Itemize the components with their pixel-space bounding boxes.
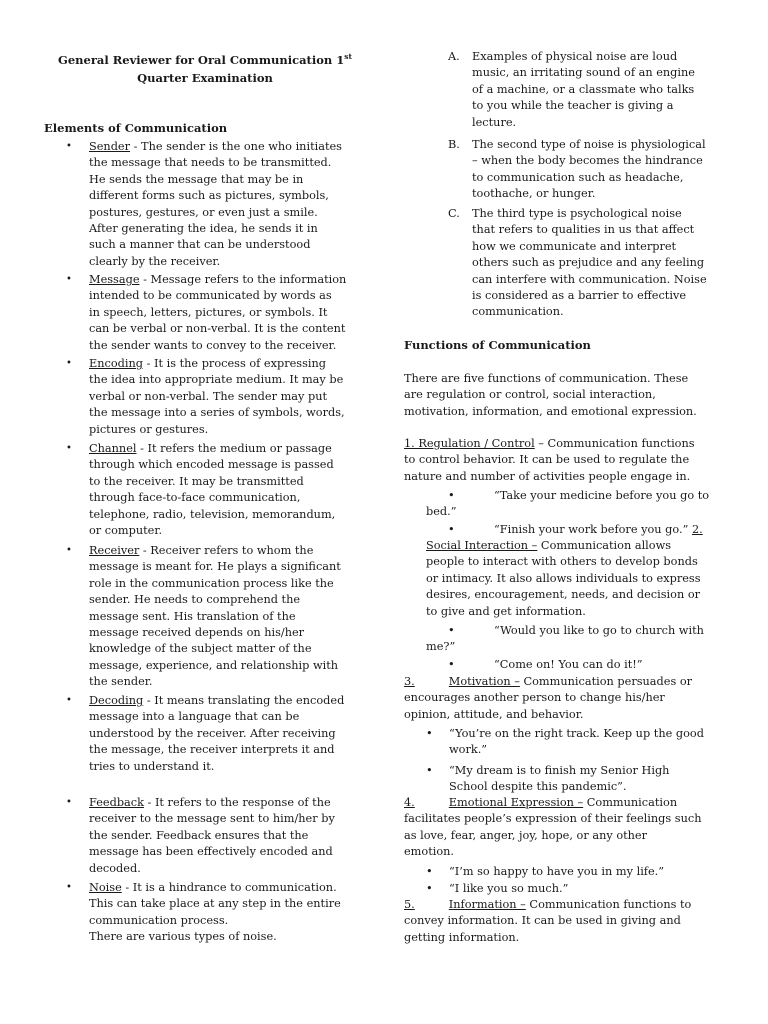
- noise-type-line: music, an irritating sound of an engine: [472, 66, 695, 80]
- element-line: [89, 457, 366, 473]
- element-text: the sender. Feedback ensures that the: [89, 828, 309, 842]
- bullet-icon: •: [426, 865, 433, 878]
- title-superscript: st: [344, 52, 352, 61]
- element-text: - It refers to the response of the: [143, 796, 331, 809]
- noise-type-line: to communication such as headache,: [472, 170, 684, 184]
- element-term: Encoding: [89, 357, 144, 370]
- noise-type-body: [472, 49, 738, 131]
- bullet-icon: •: [448, 624, 455, 637]
- element-line: [89, 288, 366, 304]
- element-line: [89, 188, 366, 204]
- element-item: [66, 543, 366, 691]
- element-term: Feedback: [89, 796, 144, 809]
- information-text: getting information.: [404, 930, 520, 944]
- element-line: [89, 254, 366, 270]
- element-line: [89, 795, 366, 811]
- element-body: [89, 543, 366, 691]
- element-line: [89, 913, 366, 929]
- noise-type-label: A.: [448, 50, 460, 63]
- element-line: [89, 321, 366, 337]
- element-text: - Receiver refers to whom the: [139, 544, 314, 557]
- element-item: [66, 795, 366, 877]
- element-text: message received depends on his/her: [89, 626, 305, 640]
- emotional-number: 4.: [404, 796, 415, 809]
- element-text: different forms such as pictures, symbols,: [89, 189, 329, 203]
- element-line: [89, 172, 366, 188]
- element-line: [89, 338, 366, 354]
- element-text: the idea into appropriate medium. It may be: [89, 373, 344, 387]
- social-text: or intimacy. It also allows individuals to express: [426, 571, 701, 585]
- functions-intro-line: motivation, information, and emotional expression.: [404, 404, 697, 418]
- element-text: to the receiver. It may be transmitted: [89, 474, 304, 488]
- bullet-icon: •: [448, 658, 455, 671]
- element-line: [89, 896, 366, 912]
- emotional-text: Communication: [583, 796, 678, 809]
- noise-type-line: communication.: [472, 305, 564, 319]
- element-text: sender. He needs to comprehend the: [89, 593, 301, 607]
- element-line: [89, 422, 366, 438]
- element-text: telephone, radio, television, memorandum,: [89, 507, 336, 521]
- motivation-number: 3.: [404, 675, 415, 688]
- noise-type-line: toothache, or hunger.: [472, 187, 596, 201]
- motivation-text: opinion, attitude, and behavior.: [404, 707, 584, 721]
- element-text: pictures or gestures.: [89, 422, 209, 436]
- bullet-icon: •: [448, 489, 455, 502]
- motivation-term: Motivation –: [448, 675, 520, 688]
- element-text: decoded.: [89, 861, 141, 875]
- regulation-example-2-row: [494, 522, 703, 538]
- social-text: Communication allows: [537, 539, 672, 552]
- social-example-2: “Come on! You can do it!”: [494, 658, 643, 671]
- functions-intro-line: There are five functions of communication. These: [404, 372, 689, 385]
- element-line: [89, 474, 366, 490]
- social-text: desires, encouragement, needs, and decision or: [426, 588, 701, 602]
- element-term: Channel: [89, 442, 137, 455]
- element-item: [66, 272, 366, 354]
- element-text: knowledge of the subject matter of the: [89, 642, 312, 656]
- element-text: through face-to-face communication,: [89, 491, 301, 505]
- element-line: [89, 389, 366, 405]
- functions-heading: Functions of Communication: [404, 338, 591, 352]
- elements-heading: Elements of Communication: [44, 121, 228, 135]
- element-body: [89, 441, 366, 539]
- noise-type-label: B.: [448, 138, 460, 151]
- element-line: [89, 356, 366, 372]
- element-text: message sent. His translation of the: [89, 609, 296, 623]
- regulation-example-2: “Finish your work before you go.”: [494, 523, 689, 536]
- noise-type-line: The second type of noise is physiological: [472, 138, 706, 151]
- element-line: [89, 305, 366, 321]
- noise-type-line: – when the body becomes the hindrance: [472, 154, 703, 168]
- element-text: - The sender is the one who initiates: [130, 140, 342, 153]
- element-text: - It means translating the encoded: [143, 694, 345, 707]
- social-term: Social Interaction –: [426, 539, 538, 552]
- element-line: [89, 221, 366, 237]
- information-text: convey information. It can be used in giving and: [404, 914, 681, 928]
- noise-type-line: The third type is psychological noise: [472, 207, 682, 220]
- element-term: Message: [89, 273, 140, 286]
- function-emotional-expression: [404, 795, 734, 861]
- noise-type-line: is considered as a barrier to effective: [472, 289, 687, 303]
- social-example-1: “Would you like to go to church with: [494, 624, 704, 637]
- element-text: tries to understand it.: [89, 759, 215, 773]
- element-text: message has been effectively encoded and: [89, 845, 333, 859]
- element-line: [89, 559, 366, 575]
- element-term: Receiver: [89, 544, 140, 557]
- element-text: or computer.: [89, 524, 163, 538]
- element-body: [89, 880, 366, 946]
- social-text: people to interact with others to develop bonds: [426, 555, 698, 569]
- functions-intro: [404, 371, 734, 420]
- noise-type-label: C.: [448, 207, 460, 220]
- social-example-1-cont: me?”: [426, 640, 456, 653]
- bullet-icon: •: [66, 882, 72, 893]
- bullet-icon: •: [66, 358, 72, 369]
- element-text: clearly by the receiver.: [89, 254, 221, 268]
- noise-type-line: can interfere with communication. Noise: [472, 272, 707, 286]
- element-body: [89, 139, 366, 270]
- title-line-1: General Reviewer for Oral Communication 1: [58, 52, 345, 67]
- element-body: [89, 356, 366, 438]
- element-item: [66, 693, 366, 775]
- element-line: [89, 674, 366, 690]
- element-term: Noise: [89, 881, 122, 894]
- element-line: [89, 742, 366, 758]
- element-line: [89, 759, 366, 775]
- element-line: [89, 828, 366, 844]
- element-term: Decoding: [89, 694, 144, 707]
- noise-type-body: [472, 137, 738, 203]
- element-line: [89, 490, 366, 506]
- regulation-text: nature and number of activities people engage in.: [404, 469, 691, 483]
- element-line: [89, 543, 366, 559]
- element-text: receiver to the message sent to him/her by: [89, 812, 335, 826]
- element-text: communication process.: [89, 913, 229, 927]
- element-text: intended to be communicated by words as: [89, 289, 332, 303]
- element-line: [89, 880, 366, 896]
- noise-type-body: [472, 206, 738, 321]
- element-text: through which encoded message is passed: [89, 458, 334, 472]
- element-text: - It is the process of expressing: [143, 357, 326, 370]
- noise-type-line: to you while the teacher is giving a: [472, 99, 674, 113]
- element-line: [89, 441, 366, 457]
- element-text: understood by the receiver. After receiving: [89, 726, 336, 740]
- noise-type-line: lecture.: [472, 115, 517, 129]
- element-text: verbal or non-verbal. The sender may put: [89, 389, 328, 403]
- element-text: There are various types of noise.: [89, 930, 277, 944]
- functions-intro-line: are regulation or control, social interaction,: [404, 388, 656, 402]
- emotional-example-2: “I like you so much.”: [449, 882, 569, 895]
- element-text: message into a language that can be: [89, 710, 300, 724]
- element-line: [89, 726, 366, 742]
- information-term: Information –: [448, 898, 526, 911]
- noise-type-line: that refers to qualities in us that affect: [472, 223, 695, 237]
- element-body: [89, 272, 366, 354]
- motivation-example-2-line: School despite this pandemic”.: [449, 780, 627, 794]
- function-regulation: [404, 436, 734, 485]
- element-text: After generating the idea, he sends it in: [89, 222, 318, 236]
- element-text: postures, gestures, or even just a smile.: [89, 205, 318, 219]
- emotional-text: emotion.: [404, 845, 455, 859]
- element-text: - It is a hindrance to communication.: [121, 881, 337, 894]
- element-line: [89, 609, 366, 625]
- regulation-example-1: “Take your medicine before you go to: [494, 489, 710, 502]
- element-line: [89, 658, 366, 674]
- function-information: [404, 897, 734, 946]
- bullet-icon: •: [448, 523, 455, 536]
- element-line: [89, 155, 366, 171]
- element-text: He sends the message that may be in: [89, 172, 304, 186]
- element-text: can be verbal or non-verbal. It is the content: [89, 322, 346, 336]
- element-line: [89, 929, 366, 945]
- element-line: [89, 507, 366, 523]
- element-line: [89, 139, 366, 155]
- motivation-example-2-line: “My dream is to finish my Senior High: [449, 764, 670, 777]
- bullet-icon: •: [66, 545, 72, 556]
- element-line: [89, 592, 366, 608]
- element-line: [89, 523, 366, 539]
- title-line-2: Quarter Examination: [137, 70, 273, 85]
- regulation-term: 1. Regulation / Control: [404, 437, 535, 450]
- element-line: [89, 205, 366, 221]
- emotional-term: Emotional Expression –: [448, 796, 584, 809]
- element-term: Sender: [89, 140, 131, 153]
- bullet-icon: •: [66, 695, 72, 706]
- element-text: role in the communication process like the: [89, 576, 334, 590]
- element-item: [66, 139, 366, 270]
- element-text: message is meant for. He plays a significant: [89, 560, 341, 574]
- element-text: the sender.: [89, 675, 153, 689]
- element-body: [89, 795, 366, 877]
- bullet-icon: •: [66, 141, 72, 152]
- information-text: Communication functions to: [525, 898, 692, 911]
- element-text: This can take place at any step in the entire: [89, 897, 341, 911]
- element-line: [89, 372, 366, 388]
- function-motivation: [404, 674, 734, 723]
- noise-type-line: how we communicate and interpret: [472, 239, 677, 253]
- motivation-example-2: [449, 763, 739, 796]
- motivation-example-1-line: “You’re on the right track. Keep up the good: [449, 727, 704, 740]
- bullet-icon: •: [426, 882, 433, 895]
- element-line: [89, 237, 366, 253]
- social-number: 2.: [691, 523, 703, 536]
- information-number: 5.: [404, 898, 415, 911]
- element-line: [89, 625, 366, 641]
- emotional-text: facilitates people’s expression of their feelings such: [404, 812, 702, 826]
- element-line: [89, 272, 366, 288]
- element-line: [89, 844, 366, 860]
- motivation-text: encourages another person to change his/her: [404, 691, 665, 705]
- regulation-example-1-cont: bed.”: [426, 505, 457, 518]
- element-text: the sender wants to convey to the receiver.: [89, 338, 337, 352]
- element-line: [89, 861, 366, 877]
- element-text: - Message refers to the information: [139, 273, 347, 286]
- bullet-icon: •: [66, 274, 72, 285]
- element-line: [89, 576, 366, 592]
- element-body: [89, 693, 366, 775]
- element-text: the message into a series of symbols, words,: [89, 406, 345, 420]
- regulation-text: – Communication functions: [534, 437, 695, 450]
- noise-type-item: [448, 137, 738, 203]
- motivation-example-1-line: work.”: [449, 743, 488, 757]
- element-line: [89, 693, 366, 709]
- element-text: the message that needs to be transmitted.: [89, 156, 332, 170]
- element-text: the message, the receiver interprets it and: [89, 743, 335, 757]
- element-line: [89, 811, 366, 827]
- element-text: such a manner that can be understood: [89, 238, 311, 252]
- noise-type-line: of a machine, or a classmate who talks: [472, 82, 695, 96]
- emotional-example-1: “I’m so happy to have you in my life.”: [449, 865, 665, 878]
- emotional-text: as love, fear, anger, joy, hope, or any other: [404, 828, 648, 842]
- bullet-icon: •: [426, 764, 433, 777]
- element-line: [89, 405, 366, 421]
- document-title: [44, 48, 366, 87]
- element-text: in speech, letters, pictures, or symbols. It: [89, 305, 328, 319]
- noise-type-item: [448, 49, 738, 131]
- element-item: [66, 441, 366, 539]
- element-line: [89, 709, 366, 725]
- social-text: to give and get information.: [426, 604, 586, 618]
- function-social-interaction: [426, 538, 746, 620]
- element-line: [89, 641, 366, 657]
- element-text: - It refers the medium or passage: [136, 442, 332, 455]
- bullet-icon: •: [66, 443, 72, 454]
- regulation-text: to control behavior. It can be used to regulate the: [404, 453, 690, 467]
- motivation-example-1: [449, 726, 739, 759]
- element-item: [66, 880, 366, 946]
- element-text: message, experience, and relationship with: [89, 658, 339, 672]
- noise-type-line: others such as prejudice and any feeling: [472, 256, 705, 270]
- bullet-icon: •: [66, 797, 72, 808]
- element-item: [66, 356, 366, 438]
- bullet-icon: •: [426, 727, 433, 740]
- noise-type-line: Examples of physical noise are loud: [472, 50, 678, 63]
- noise-type-item: [448, 206, 738, 321]
- motivation-text: Communication persuades or: [519, 675, 693, 688]
